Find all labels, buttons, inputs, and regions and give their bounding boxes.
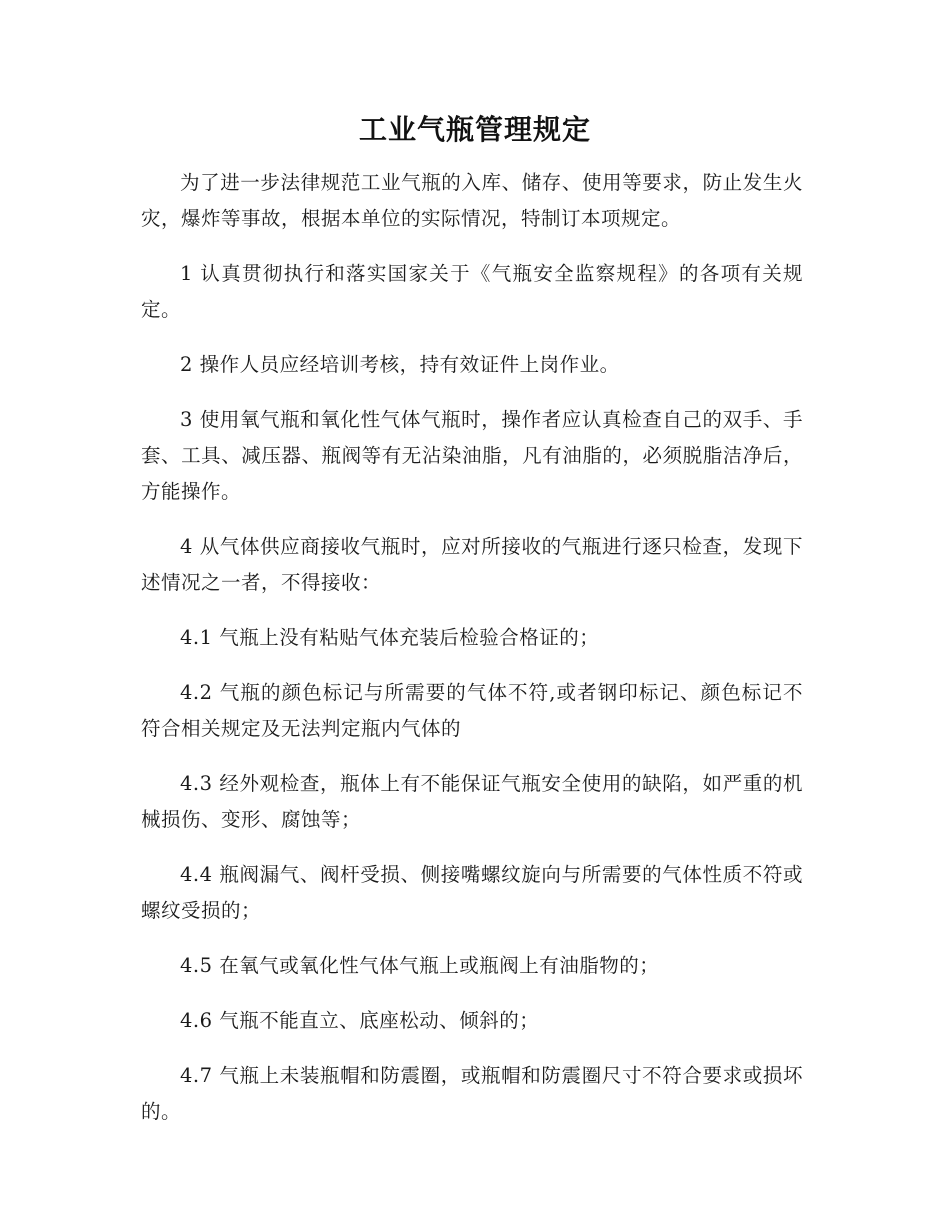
paragraph-4-7: 4.7 气瓶上未装瓶帽和防震圈，或瓶帽和防震圈尺寸不符合要求或损坏的。 bbox=[141, 1064, 803, 1123]
paragraph-intro: 为了进一步法律规范工业气瓶的入库、储存、使用等要求，防止发生火灾，爆炸等事故，根据本单位的实际情况，特制订本项规定。 bbox=[141, 171, 803, 230]
paragraph-4-1: 4.1 气瓶上没有粘贴气体充装后检验合格证的； bbox=[180, 626, 600, 649]
paragraph-4-4: 4.4 瓶阀漏气、阀杆受损、侧接嘴螺纹旋向与所需要的气体性质不符或螺纹受损的； bbox=[141, 863, 803, 922]
paragraph-3: 3 使用氧气瓶和氧化性气体气瓶时，操作者应认真检查自己的双手、手套、工具、减压器、瓶阀等有无沾染油脂，凡有油脂的，必须脱脂洁净后，方能操作。 bbox=[141, 408, 803, 503]
document-body bbox=[141, 165, 803, 1149]
paragraph-4-5: 4.5 在氧气或氧化性气体气瓶上或瓶阀上有油脂物的； bbox=[180, 954, 660, 977]
paragraph-4: 4 从气体供应商接收气瓶时，应对所接收的气瓶进行逐只检查，发现下述情况之一者，不得接收： bbox=[141, 535, 803, 594]
paragraph-1: 1 认真贯彻执行和落实国家关于《气瓶安全监察规程》的各项有关规定。 bbox=[141, 262, 803, 321]
paragraph-4-2: 4.2 气瓶的颜色标记与所需要的气体不符,或者钢印标记、颜色标记不符合相关规定及无法判定瓶内气体的 bbox=[141, 681, 803, 740]
document-title: 工业气瓶管理规定 bbox=[358, 113, 591, 146]
paragraph-2: 2 操作人员应经培训考核，持有效证件上岗作业。 bbox=[180, 353, 620, 376]
paragraph-4-6: 4.6 气瓶不能直立、底座松动、倾斜的； bbox=[180, 1009, 540, 1032]
paragraph-4-3: 4.3 经外观检查，瓶体上有不能保证气瓶安全使用的缺陷，如严重的机械损伤、变形、腐蚀等； bbox=[141, 772, 803, 831]
